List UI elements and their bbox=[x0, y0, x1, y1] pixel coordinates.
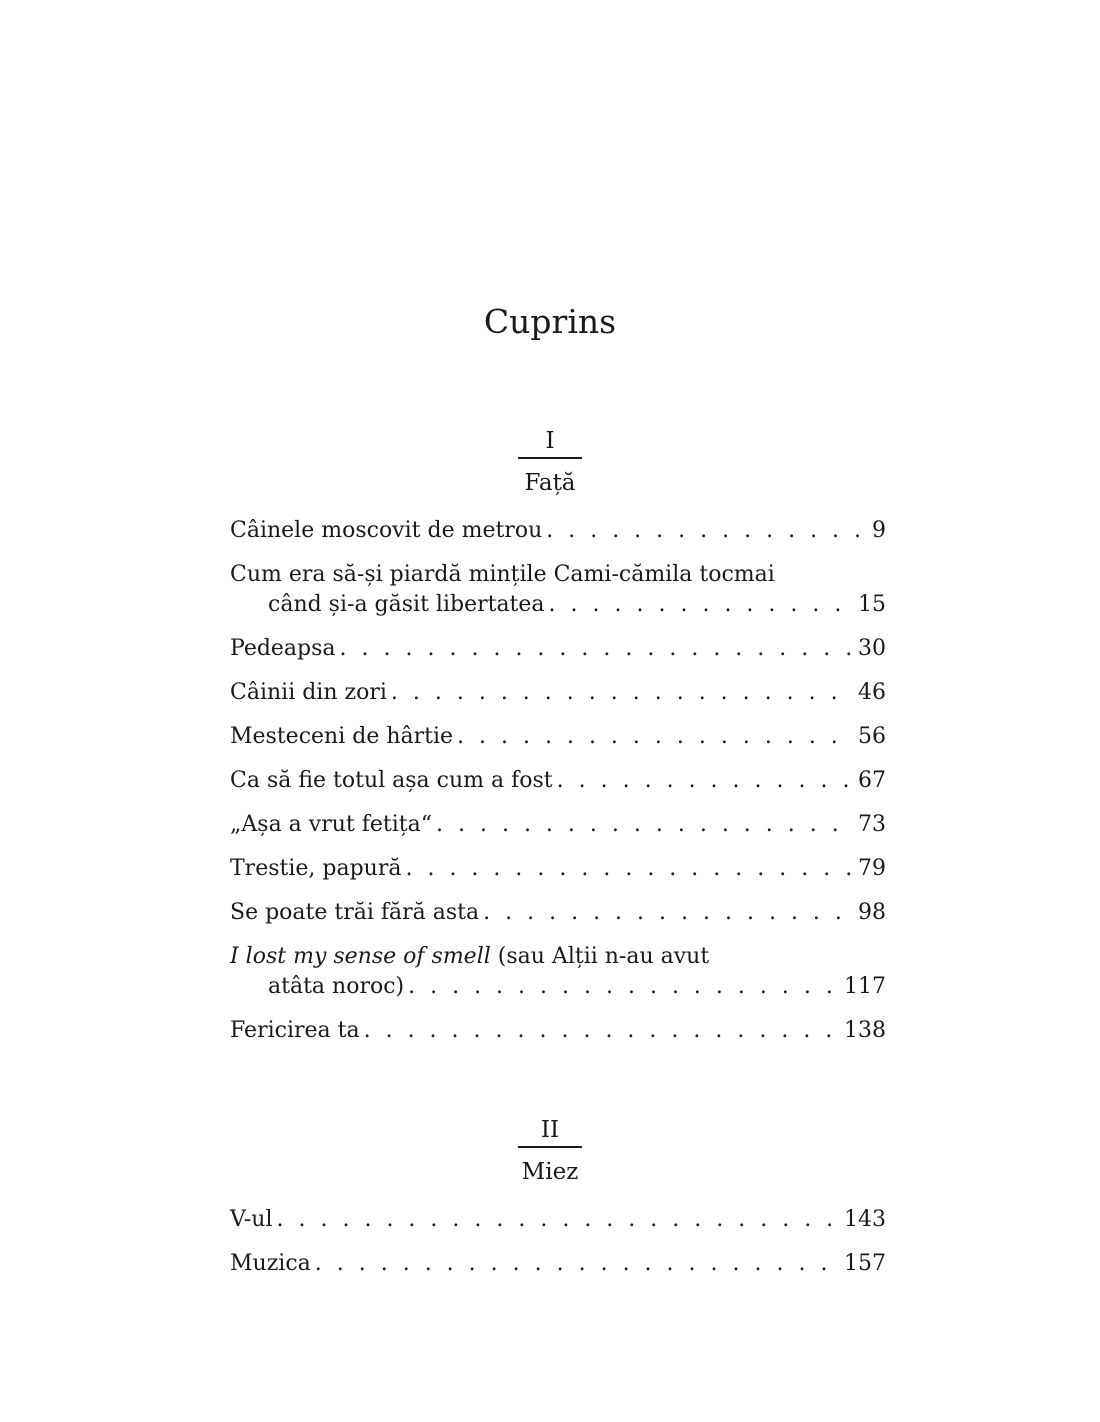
entry-page-number: 30 bbox=[854, 634, 886, 664]
entry-title: Trestie, papură bbox=[230, 854, 405, 884]
entry-page-number: 73 bbox=[854, 810, 886, 840]
leader-dots bbox=[315, 1249, 840, 1279]
entry-title-continued: când și-a găsit libertatea bbox=[268, 590, 549, 620]
part-header-1 bbox=[0, 425, 1100, 499]
leader-dots bbox=[557, 766, 854, 796]
entry-page-number: 98 bbox=[854, 898, 886, 928]
toc-list-part-1 bbox=[230, 516, 886, 1046]
entry-page-number: 15 bbox=[854, 590, 886, 620]
entry-title: Câinele moscovit de metrou bbox=[230, 516, 546, 546]
entry-title: Ca să fie totul așa cum a fost bbox=[230, 766, 557, 796]
entry-title-continued: atâta noroc) bbox=[268, 972, 408, 1002]
entry-page-number: 46 bbox=[854, 678, 886, 708]
toc-entry[interactable] bbox=[230, 1016, 886, 1046]
toc-entry[interactable] bbox=[230, 1205, 886, 1235]
entry-title: Cum era să-și piardă mințile Cami-cămila tocmai bbox=[230, 560, 779, 590]
leader-dots bbox=[364, 1016, 840, 1046]
entry-title: Pedeapsa bbox=[230, 634, 340, 664]
toc-entry[interactable] bbox=[230, 516, 886, 546]
entry-title: Se poate trăi fără asta bbox=[230, 898, 483, 928]
page-title: Cuprins bbox=[483, 302, 617, 341]
leader-dots bbox=[549, 590, 854, 620]
leader-dots bbox=[340, 634, 854, 664]
entry-title-italic: I lost my sense of smell bbox=[230, 944, 491, 969]
entry-page-number: 67 bbox=[854, 766, 886, 796]
part-number: I bbox=[545, 428, 555, 454]
entry-page-number: 79 bbox=[854, 854, 886, 884]
leader-dots bbox=[457, 722, 854, 752]
entry-title: Mesteceni de hârtie bbox=[230, 722, 457, 752]
entry-page-number: 117 bbox=[840, 972, 886, 1002]
toc-entry[interactable] bbox=[230, 560, 886, 620]
entry-page-number: 56 bbox=[854, 722, 886, 752]
leader-dots bbox=[436, 810, 854, 840]
entry-page-number: 157 bbox=[840, 1249, 886, 1279]
toc-entry[interactable] bbox=[230, 1249, 886, 1279]
part-divider bbox=[518, 457, 582, 459]
toc-entry[interactable] bbox=[230, 722, 886, 752]
toc-entry[interactable] bbox=[230, 634, 886, 664]
leader-dots bbox=[408, 972, 840, 1002]
part-divider bbox=[518, 1146, 582, 1148]
entry-title: Fericirea ta bbox=[230, 1016, 364, 1046]
entry-title: Câinii din zori bbox=[230, 678, 391, 708]
entry-title: Muzica bbox=[230, 1249, 315, 1279]
entry-page-number: 9 bbox=[868, 516, 886, 546]
part-name: Miez bbox=[521, 1159, 579, 1185]
toc-entry[interactable] bbox=[230, 678, 886, 708]
entry-title: „Așa a vrut fetița“ bbox=[230, 810, 436, 840]
leader-dots bbox=[546, 516, 868, 546]
toc-entry[interactable] bbox=[230, 942, 886, 1002]
toc-list-part-2 bbox=[230, 1205, 886, 1279]
leader-dots bbox=[405, 854, 854, 884]
part-header-2 bbox=[0, 1114, 1100, 1188]
toc-entry[interactable] bbox=[230, 766, 886, 796]
part-number: II bbox=[540, 1117, 560, 1143]
entry-title-rest: (sau Alții n-au avut bbox=[490, 944, 710, 969]
leader-dots bbox=[391, 678, 854, 708]
entry-title: V-ul bbox=[230, 1205, 277, 1235]
entry-page-number: 143 bbox=[840, 1205, 886, 1235]
leader-dots bbox=[483, 898, 854, 928]
leader-dots bbox=[277, 1205, 840, 1235]
part-name: Față bbox=[524, 470, 576, 496]
toc-entry[interactable] bbox=[230, 854, 886, 884]
toc-entry[interactable] bbox=[230, 898, 886, 928]
toc-entry[interactable] bbox=[230, 810, 886, 840]
entry-page-number: 138 bbox=[840, 1016, 886, 1046]
entry-title bbox=[230, 942, 713, 972]
